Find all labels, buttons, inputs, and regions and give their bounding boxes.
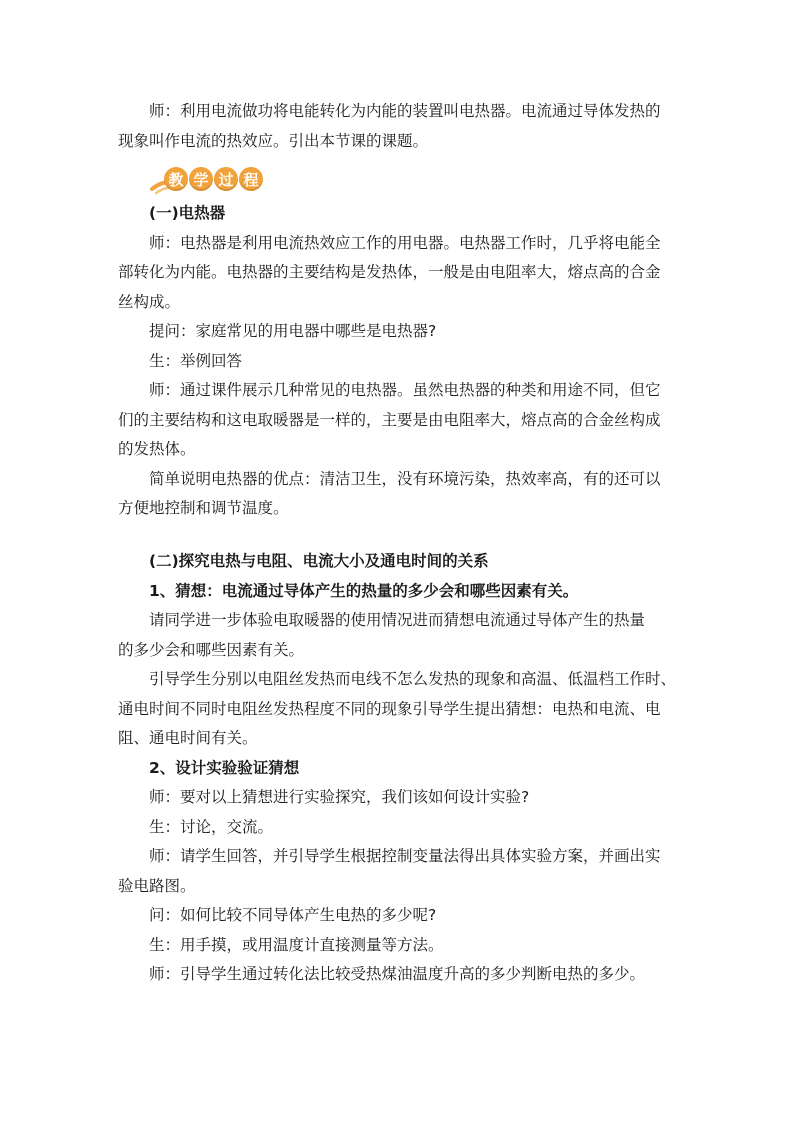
question-line: 提问：家庭常见的用电器中哪些是电热器? [149,322,437,340]
student-line: 生：用手摸，或用温度计直接测量等方法。 [149,935,444,954]
intro-line-1: 师：利用电流做功将电能转化为内能的装置叫电热器。电流通过导体发热的 [149,102,661,120]
paragraph-line: 师：电热器是利用电流热效应工作的用电器。电热器工作时，几乎将电能全 [149,233,661,252]
teaching-process-badge [150,165,260,195]
paragraph-line: 请同学进一步体验电取暖器的使用情况进而猜想电流通过导体产生的热量 [149,611,646,629]
question-line: 问：如何比较不同导体产生电热的多少呢? [149,906,437,924]
paragraph-line: 验电路图。 [118,876,196,895]
badge-char: 程 [239,167,263,191]
paragraph-line: 们的主要结构和这电取暖器是一样的，主要是由电阻率大，熔点高的合金丝构成 [118,410,661,429]
section-explore-heat [118,547,678,990]
paragraph-line: 的发热体。 [118,440,196,458]
paragraph-line: 的多少会和哪些因素有关。 [118,640,305,659]
paragraph-line: 丝构成。 [118,292,181,311]
subheading-design: 2、设计实验验证猜想 [149,758,300,777]
teacher-line: 师：要对以上猜想进行实验探究，我们该如何设计实验? [149,788,530,806]
paragraph-line: 简单说明电热器的优点：清洁卫生，没有环境污染，热效率高，有的还可以 [149,469,661,488]
badge-char: 教 [164,167,188,191]
paragraph-line: 师：请学生回答，并引导学生根据控制变量法得出具体实验方案，并画出实 [149,847,661,865]
paragraph-line: 方便地控制和调节温度。 [118,499,289,517]
paragraph-line: 师：通过课件展示几种常见的电热器。虽然电热器的种类和用途不同，但它 [149,381,661,399]
paragraph-line: 阻、通电时间有关。 [118,729,258,747]
section-electric-heater [118,199,678,524]
paragraph-line: 部转化为内能。电热器的主要结构是发热体，一般是由电阻率大，熔点高的合金 [118,263,661,281]
paragraph-line: 通电时间不同时电阻丝发热程度不同的现象引导学生提出猜想：电热和电流、电 [118,699,661,718]
section-heading: (二)探究电热与电阻、电流大小及通电时间的关系 [149,552,489,570]
intro-line-2: 现象叫作电流的热效应。引出本节课的课题。 [118,131,429,150]
student-line: 生：举例回答 [149,351,243,370]
teacher-line: 师：引导学生通过转化法比较受热煤油温度升高的多少判断电热的多少。 [149,965,646,983]
section-heading: (一)电热器 [149,204,226,222]
student-line: 生：讨论，交流。 [149,817,274,836]
intro-paragraph [118,97,678,156]
badge-char: 学 [189,167,213,191]
subheading-guess: 1、猜想：电流通过导体产生的热量的多少会和哪些因素有关。 [149,581,579,600]
badge-char: 过 [214,167,238,191]
paragraph-line: 引导学生分别以电阻丝发热而电线不怎么发热的现象和高温、低温档工作时、 [149,670,677,688]
